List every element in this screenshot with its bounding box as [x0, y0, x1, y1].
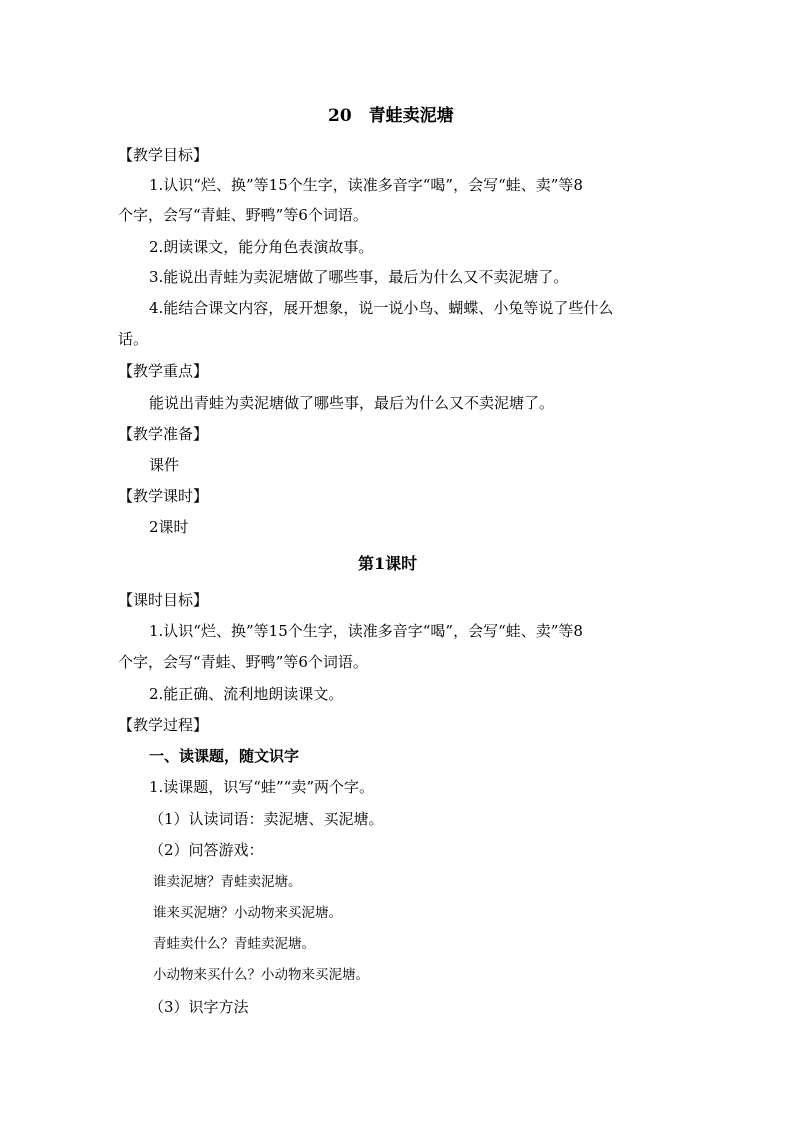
heading-lesson-goals: 【课时目标】 [118, 591, 209, 609]
goal-2: 2.朗读课文，能分角色表演故事。 [149, 238, 374, 256]
qa-line-4: 小动物来买什么？小动物来买泥塘。 [153, 967, 369, 983]
goal-4-line-2: 话。 [118, 330, 149, 348]
qa-line-2: 谁来买泥塘？小动物来买泥塘。 [153, 905, 342, 921]
key-points-text: 能说出青蛙为卖泥塘做了哪些事，最后为什么又不卖泥塘了。 [149, 394, 555, 412]
goal-1-line-1: 1.认识“烂、换”等15个生字，读准多音字“喝”，会写“蛙、卖”等8 [149, 176, 583, 194]
lesson-goal-1-line-1: 1.认识“烂、换”等15个生字，读准多音字“喝”，会写“蛙、卖”等8 [149, 622, 583, 640]
step-1-sub-2: （2）问答游戏： [149, 841, 264, 859]
goal-3: 3.能说出青蛙为卖泥塘做了哪些事，最后为什么又不卖泥塘了。 [149, 268, 569, 286]
step-1-heading: 一、读课题，随文识字 [149, 747, 300, 765]
preparation-text: 课件 [149, 456, 180, 474]
heading-key-points: 【教学重点】 [118, 362, 209, 380]
step-1-item-1: 1.读课题，识写“蛙”“卖”两个字。 [149, 778, 374, 796]
step-1-sub-1: （1）认读词语：卖泥塘、买泥塘。 [149, 810, 384, 828]
lesson-goal-1-line-2: 个字，会写“青蛙、野鸭”等6个词语。 [118, 653, 368, 671]
qa-line-1: 谁卖泥塘？青蛙卖泥塘。 [153, 874, 302, 890]
class-hours-text: 2课时 [149, 518, 189, 536]
heading-class-hours: 【教学课时】 [118, 487, 209, 505]
heading-teaching-goals: 【教学目标】 [118, 146, 209, 164]
lesson-goal-2: 2.能正确、流利地朗读课文。 [149, 685, 344, 703]
heading-teaching-process: 【教学过程】 [118, 716, 209, 734]
goal-1-line-2: 个字，会写“青蛙、野鸭”等6个词语。 [118, 206, 368, 224]
lesson-title: 20 青蛙卖泥塘 [328, 106, 454, 126]
section-title: 第1课时 [358, 554, 418, 573]
step-1-sub-3: （3）识字方法 [149, 998, 249, 1016]
qa-line-3: 青蛙卖什么？青蛙卖泥塘。 [153, 936, 315, 952]
heading-preparation: 【教学准备】 [118, 425, 209, 443]
goal-4-line-1: 4.能结合课文内容，展开想象，说一说小鸟、蝴蝶、小兔等说了些什么 [149, 299, 614, 317]
